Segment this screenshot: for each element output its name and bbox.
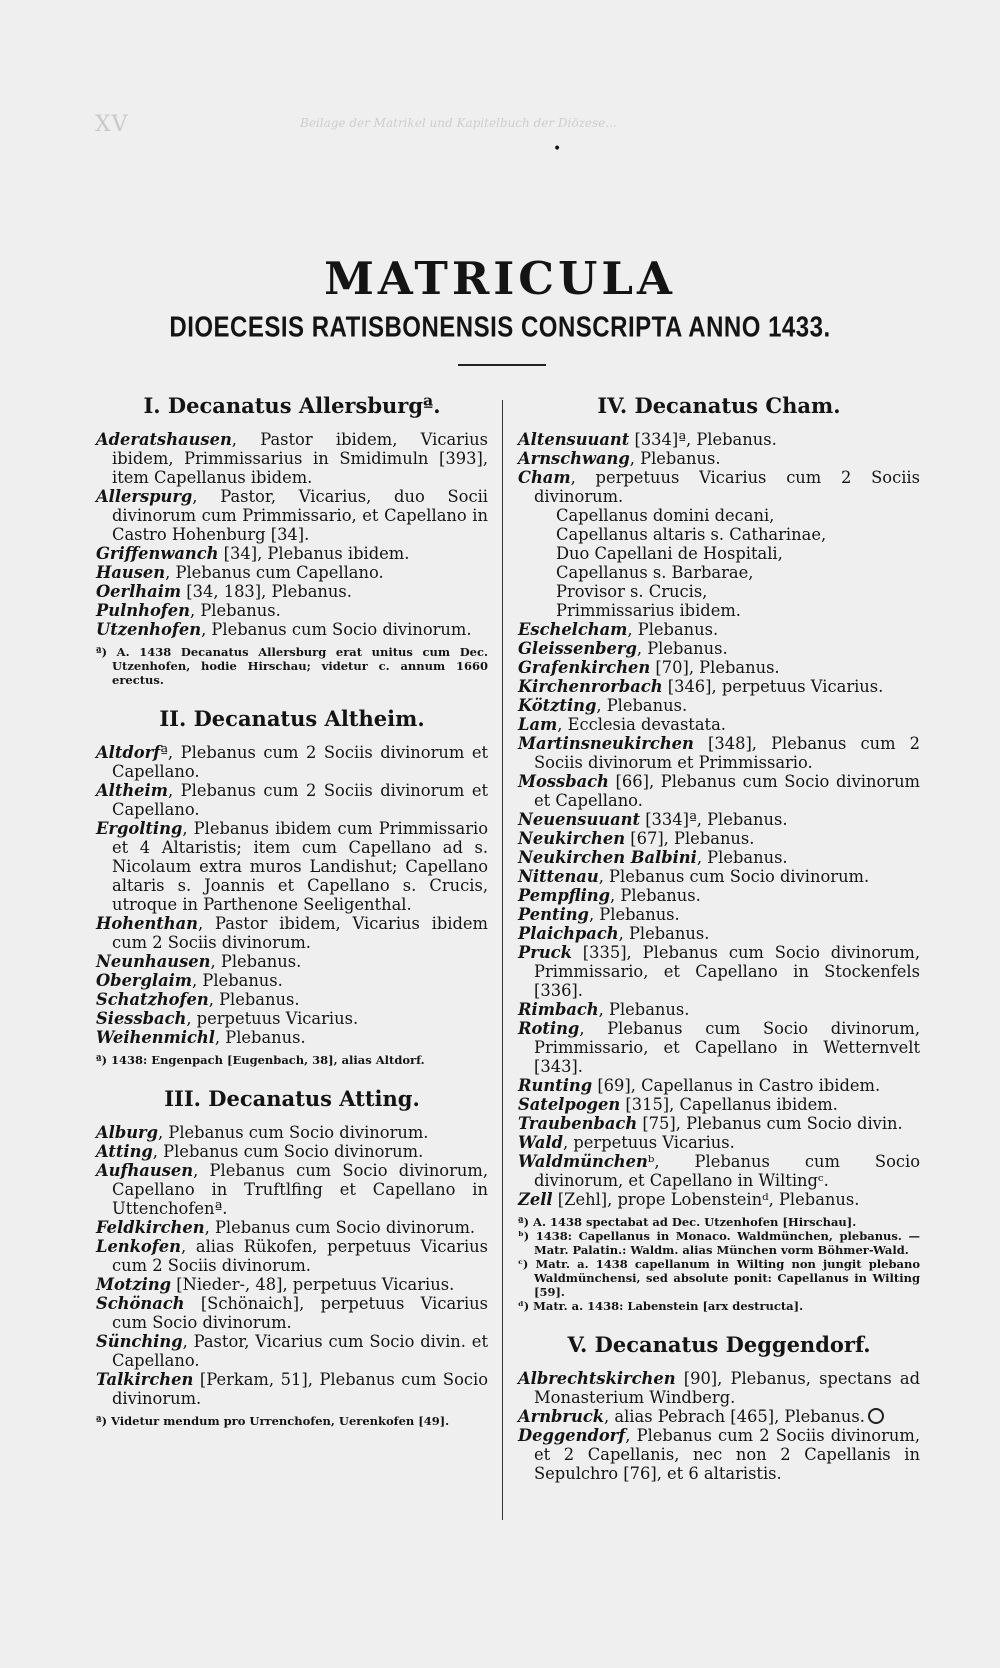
place-name: Albrechtskirchen: [518, 1369, 676, 1388]
entry-text: , Pastor ibidem, Vicarius ibidem, Primmissarius in Smidimuln [393], item Capellanus ibidem.: [112, 430, 488, 487]
place-name: Oerlhaim: [96, 582, 182, 601]
place-name: Ergolting: [96, 819, 183, 838]
place-name: Utzenhofen: [96, 620, 202, 639]
place-name: Gleissenberg: [518, 639, 637, 658]
place-name: Altdorf: [96, 743, 161, 762]
sub-entry: Primmissarius ibidem.: [556, 601, 741, 620]
parish-entry: [518, 1152, 920, 1190]
parish-entry: [96, 1142, 488, 1161]
place-name: Altheim: [96, 781, 168, 800]
entry-text: [34, 183], Plebanus.: [181, 582, 352, 601]
place-name: Sünching: [96, 1332, 183, 1351]
parish-entry: [96, 1028, 488, 1047]
parish-entry: [518, 1407, 920, 1426]
entry-text: [70], Plebanus.: [650, 658, 780, 677]
entry-text: , alias Rükofen, perpetuus Vicarius cum 2 Sociis divinorum.: [112, 1237, 488, 1275]
place-name: Waldmünchen: [518, 1152, 648, 1171]
parish-entry: [518, 829, 920, 848]
entry-text: , Plebanus.: [208, 990, 300, 1009]
place-name: Hohenthan: [96, 914, 199, 933]
parish-entry: [96, 1123, 488, 1142]
entry-text: , alias Pebrach [465], Plebanus.: [604, 1407, 865, 1426]
footnote: ª) A. 1438 spectabat ad Dec. Utzenhofen [Hirschau].: [518, 1215, 857, 1229]
section-heading: I. Decanatus Allersburgª.: [143, 393, 441, 418]
place-name: Kirchenrorbach: [518, 677, 663, 696]
parish-entry: [96, 781, 488, 819]
entry-text: ᵇ, Plebanus cum Socio divinorum, et Capellano in Wiltingᶜ.: [534, 1152, 920, 1190]
entry-text: [348], Plebanus cum 2 Sociis divinorum et Primmissario.: [534, 734, 920, 772]
entry-text: , Plebanus cum Socio divinorum.: [158, 1123, 429, 1142]
parish-entry: [96, 1161, 488, 1218]
sub-entry: Capellanus domini decani,: [556, 506, 775, 525]
entry-text: , Plebanus.: [598, 1000, 690, 1019]
parish-entry: [518, 620, 920, 639]
parish-entry: [518, 449, 920, 468]
parish-entry: [96, 582, 488, 601]
entry-text: , Pastor ibidem, Vicarius ibidem cum 2 Sociis divinorum.: [112, 914, 488, 952]
page-marker: XV: [95, 112, 129, 137]
place-name: Aufhausen: [96, 1161, 194, 1180]
entry-text: , Plebanus.: [596, 696, 688, 715]
parish-entry: [96, 544, 488, 563]
footnote: ª) 1438: Engenpach [Eugenbach, 38], alias Altdorf.: [96, 1053, 425, 1067]
entry-text: , Plebanus cum Socio divinorum.: [152, 1142, 424, 1161]
parish-entry: [96, 819, 488, 914]
place-name: Grafenkirchen: [518, 658, 651, 677]
parish-entry: [96, 601, 488, 620]
parish-entry: [96, 952, 488, 971]
entry-text: , perpetuus Vicarius.: [563, 1133, 735, 1152]
entry-text: [334]ª, Plebanus.: [629, 430, 777, 449]
parish-entry: [518, 639, 920, 658]
parish-entry: [518, 1133, 920, 1152]
entry-text: , Pastor, Vicarius cum Socio divin. et Capellano.: [112, 1332, 488, 1370]
place-name: Weihenmichl: [96, 1028, 215, 1047]
parish-entry: [96, 430, 488, 487]
entry-text: [34], Plebanus ibidem.: [218, 544, 410, 563]
parish-entry: [96, 1370, 488, 1408]
entry-text: , Plebanus.: [210, 952, 302, 971]
entry-text: , Plebanus.: [636, 639, 728, 658]
entry-text: , perpetuus Vicarius cum 2 Sociis divinorum.: [534, 468, 920, 506]
dot-ornament: •: [553, 141, 562, 157]
parish-entry: [518, 658, 920, 677]
place-name: Deggendorf: [518, 1426, 626, 1445]
place-name: Hausen: [96, 563, 166, 582]
parish-entry: [96, 620, 488, 639]
entry-text: , Plebanus.: [629, 449, 721, 468]
entry-text: [66], Plebanus cum Socio divinorum et Capellano.: [534, 772, 920, 810]
parish-entry: [518, 1095, 920, 1114]
footnote: ᶜ) Matr. a. 1438 capellanum in Wilting non jungit plebano Waldmünchensi, sed absolute ponit: Capellanus in Wilting [59].: [518, 1257, 920, 1299]
parish-entry: [96, 743, 488, 781]
entry-text: , Plebanus.: [627, 620, 719, 639]
place-name: Alburg: [96, 1123, 159, 1142]
entry-text: , Ecclesia devastata.: [557, 715, 726, 734]
section-heading: III. Decanatus Atting.: [164, 1086, 420, 1111]
parish-entry: [96, 971, 488, 990]
entry-text: [90], Plebanus, spectans ad Monasterium Windberg.: [534, 1369, 920, 1407]
parish-entry: [518, 905, 920, 924]
place-name: Arnbruck: [518, 1407, 605, 1426]
parish-entry: [518, 468, 920, 506]
footnotes: [96, 1414, 488, 1428]
entry-text: , Plebanus.: [192, 971, 283, 990]
entry-text: , Plebanus cum Socio divinorum, Primmissario, et Capellano in Wetternvelt [343].: [534, 1019, 920, 1076]
parish-entry: [518, 1000, 920, 1019]
parish-entry: [518, 430, 920, 449]
parish-entry: [518, 696, 920, 715]
place-name: Talkirchen: [96, 1370, 194, 1389]
footnote: ᵈ) Matr. a. 1438: Labenstein [arx destructa].: [518, 1299, 804, 1313]
entry-text: [Perkam, 51], Plebanus cum Socio divinorum.: [112, 1370, 488, 1408]
place-name: Plaichpach: [518, 924, 619, 943]
parish-entry: [518, 924, 920, 943]
entry-text: [67], Plebanus.: [625, 829, 755, 848]
place-name: Pulnhofen: [96, 601, 190, 620]
place-name: Runting: [518, 1076, 593, 1095]
entry-text: , Plebanus cum Socio divinorum.: [204, 1218, 476, 1237]
place-name: Neukirchen: [518, 829, 626, 848]
parish-entry: [518, 677, 920, 696]
place-name: Allerspurg: [96, 487, 193, 506]
footnote: ᵇ) 1438: Capellanus in Monaco. Waldmünchen, plebanus. — Matr. Palatin.: Waldm. alias München vorm Böhmer-Wald.: [518, 1229, 920, 1257]
parish-entry: [518, 810, 920, 829]
place-name: Kötzting: [518, 696, 597, 715]
place-name: Martinsneukirchen: [518, 734, 694, 753]
entry-text: , Plebanus.: [588, 905, 680, 924]
parish-entry: [96, 563, 488, 582]
place-name: Satelpogen: [518, 1095, 621, 1114]
place-name: Aderatshausen: [96, 430, 232, 449]
running-head: Beilage der Matrikel und Kapitelbuch der Diözese...: [300, 116, 617, 130]
place-name: Feldkirchen: [96, 1218, 205, 1237]
parish-entry: [518, 715, 920, 734]
sub-entry: Provisor s. Crucis,: [556, 582, 708, 601]
place-name: Pruck: [518, 943, 572, 962]
parish-entry: [518, 1114, 920, 1133]
place-name: Lam: [518, 715, 558, 734]
entry-text: , Plebanus cum 2 Sociis divinorum, et 2 Capellanis, nec non 2 Capellanis in Sepulchro [76], et 6 altaristis.: [534, 1426, 920, 1483]
parish-entry: [518, 1190, 920, 1209]
parish-entry: [518, 943, 920, 1000]
place-name: Arnschwang: [518, 449, 630, 468]
entry-text: , Plebanus.: [190, 601, 281, 620]
sub-entry: Capellanus s. Barbarae,: [556, 563, 754, 582]
place-name: Eschelcham: [518, 620, 628, 639]
place-name: Motzing: [96, 1275, 172, 1294]
footnotes: [96, 1053, 488, 1067]
place-name: Rimbach: [518, 1000, 599, 1019]
section-heading: II. Decanatus Altheim.: [159, 706, 425, 731]
parish-entry: [518, 1426, 920, 1483]
parish-entry: [518, 1019, 920, 1076]
place-name: Mossbach: [518, 772, 609, 791]
page-title: MATRICULA: [324, 252, 676, 305]
right-column: [518, 392, 920, 1483]
parish-entry: [96, 487, 488, 544]
entry-text: , Plebanus.: [610, 886, 701, 905]
parish-entry: [518, 848, 920, 867]
place-name: Wald: [518, 1133, 563, 1152]
place-name: Oberglaim: [96, 971, 193, 990]
entry-text: [Schönaich], perpetuus Vicarius cum Socio divinorum.: [112, 1294, 488, 1332]
entry-text: , Plebanus cum Capellano.: [165, 563, 384, 582]
entry-text: , Plebanus.: [214, 1028, 306, 1047]
parish-entry: [518, 1369, 920, 1407]
entry-text: [Zehl], prope Lobensteinᵈ, Plebanus.: [552, 1190, 860, 1209]
parish-entry: [96, 1275, 488, 1294]
entry-text: , Plebanus cum Socio divinorum.: [598, 867, 870, 886]
place-name: Atting: [96, 1142, 153, 1161]
sub-entry: Capellanus altaris s. Catharinae,: [556, 525, 827, 544]
left-column: [96, 392, 488, 1428]
place-name: Lenkofen: [96, 1237, 181, 1256]
footnotes: [518, 1215, 920, 1313]
parish-entry: [96, 1332, 488, 1370]
entry-text: , Plebanus.: [696, 848, 788, 867]
entry-text: , Plebanus cum Socio divinorum.: [201, 620, 472, 639]
place-name: Pempfling: [518, 886, 611, 905]
parish-entry: [518, 772, 920, 810]
section-heading: IV. Decanatus Cham.: [597, 393, 841, 418]
entry-text: [Nieder-, 48], perpetuus Vicarius.: [171, 1275, 455, 1294]
place-name: Altensuuant: [518, 430, 630, 449]
circle-mark-icon: [868, 1408, 884, 1424]
entry-text: [335], Plebanus cum Socio divinorum, Primmissario, et Capellano in Stockenfels [336].: [534, 943, 920, 1000]
place-name: Cham: [518, 468, 571, 487]
place-name: Schatzhofen: [96, 990, 209, 1009]
footnotes: [96, 645, 488, 687]
entry-text: [334]ª, Plebanus.: [640, 810, 788, 829]
place-name: Griffenwanch: [96, 544, 219, 563]
page-subtitle: DIOECESIS RATISBONENSIS CONSCRIPTA ANNO 1433.: [169, 311, 831, 344]
entry-text: [69], Capellanus in Castro ibidem.: [592, 1076, 881, 1095]
parish-entry: [96, 1294, 488, 1332]
place-name: Neukirchen Balbini: [518, 848, 697, 867]
parish-entry: [518, 867, 920, 886]
entry-text: , Pastor, Vicarius, duo Socii divinorum cum Primmissario, et Capellano in Castro Hohenburg [34].: [112, 487, 488, 544]
parish-entry: [96, 1237, 488, 1275]
parish-entry: [96, 990, 488, 1009]
parish-entry: [518, 886, 920, 905]
place-name: Traubenbach: [518, 1114, 638, 1133]
parish-entry: [96, 1009, 488, 1028]
place-name: Siessbach: [96, 1009, 187, 1028]
place-name: Roting: [518, 1019, 580, 1038]
entry-text: , Plebanus.: [618, 924, 710, 943]
footnote: ª) A. 1438 Decanatus Allersburg erat unitus cum Dec. Utzenhofen, hodie Hirschau; videtur c. annum 1660 erectus.: [96, 645, 488, 687]
place-name: Schönach: [96, 1294, 185, 1313]
parish-entry: [96, 914, 488, 952]
footnote: ª) Videtur mendum pro Urrenchofen, Uerenkofen [49].: [96, 1414, 450, 1428]
place-name: Nittenau: [518, 867, 599, 886]
entry-text: , Plebanus cum Socio divinorum, Capellano in Truftlfing et Capellano in Uttenchofenª.: [112, 1161, 488, 1218]
entry-text: , Plebanus ibidem cum Primmissario et 4 Altaristis; item cum Capellano ad s. Nicolaum extra muros Landishut; Capellano altaris s. Joannis et Capellano s. Crucis, utroque in Parthenone Seeligenthal.: [112, 819, 488, 914]
sub-entry: Duo Capellani de Hospitali,: [556, 544, 783, 563]
place-name: Neuensuuant: [518, 810, 641, 829]
title-rule: [458, 364, 546, 366]
parish-entry: [518, 1076, 920, 1095]
entry-text: [75], Plebanus cum Socio divin.: [637, 1114, 903, 1133]
place-name: Neunhausen: [96, 952, 211, 971]
section-heading: V. Decanatus Deggendorf.: [567, 1332, 871, 1357]
entry-text: [346], perpetuus Vicarius.: [662, 677, 884, 696]
column-divider: [502, 400, 503, 1520]
parish-entry: [96, 1218, 488, 1237]
entry-text: , perpetuus Vicarius.: [186, 1009, 359, 1028]
entry-text: [315], Capellanus ibidem.: [620, 1095, 838, 1114]
place-name: Penting: [518, 905, 589, 924]
entry-text: ª, Plebanus cum 2 Sociis divinorum et Capellano.: [112, 743, 488, 781]
entry-text: , Plebanus cum 2 Sociis divinorum et Capellano.: [112, 781, 488, 819]
place-name: Zell: [518, 1190, 553, 1209]
parish-entry: [518, 734, 920, 772]
